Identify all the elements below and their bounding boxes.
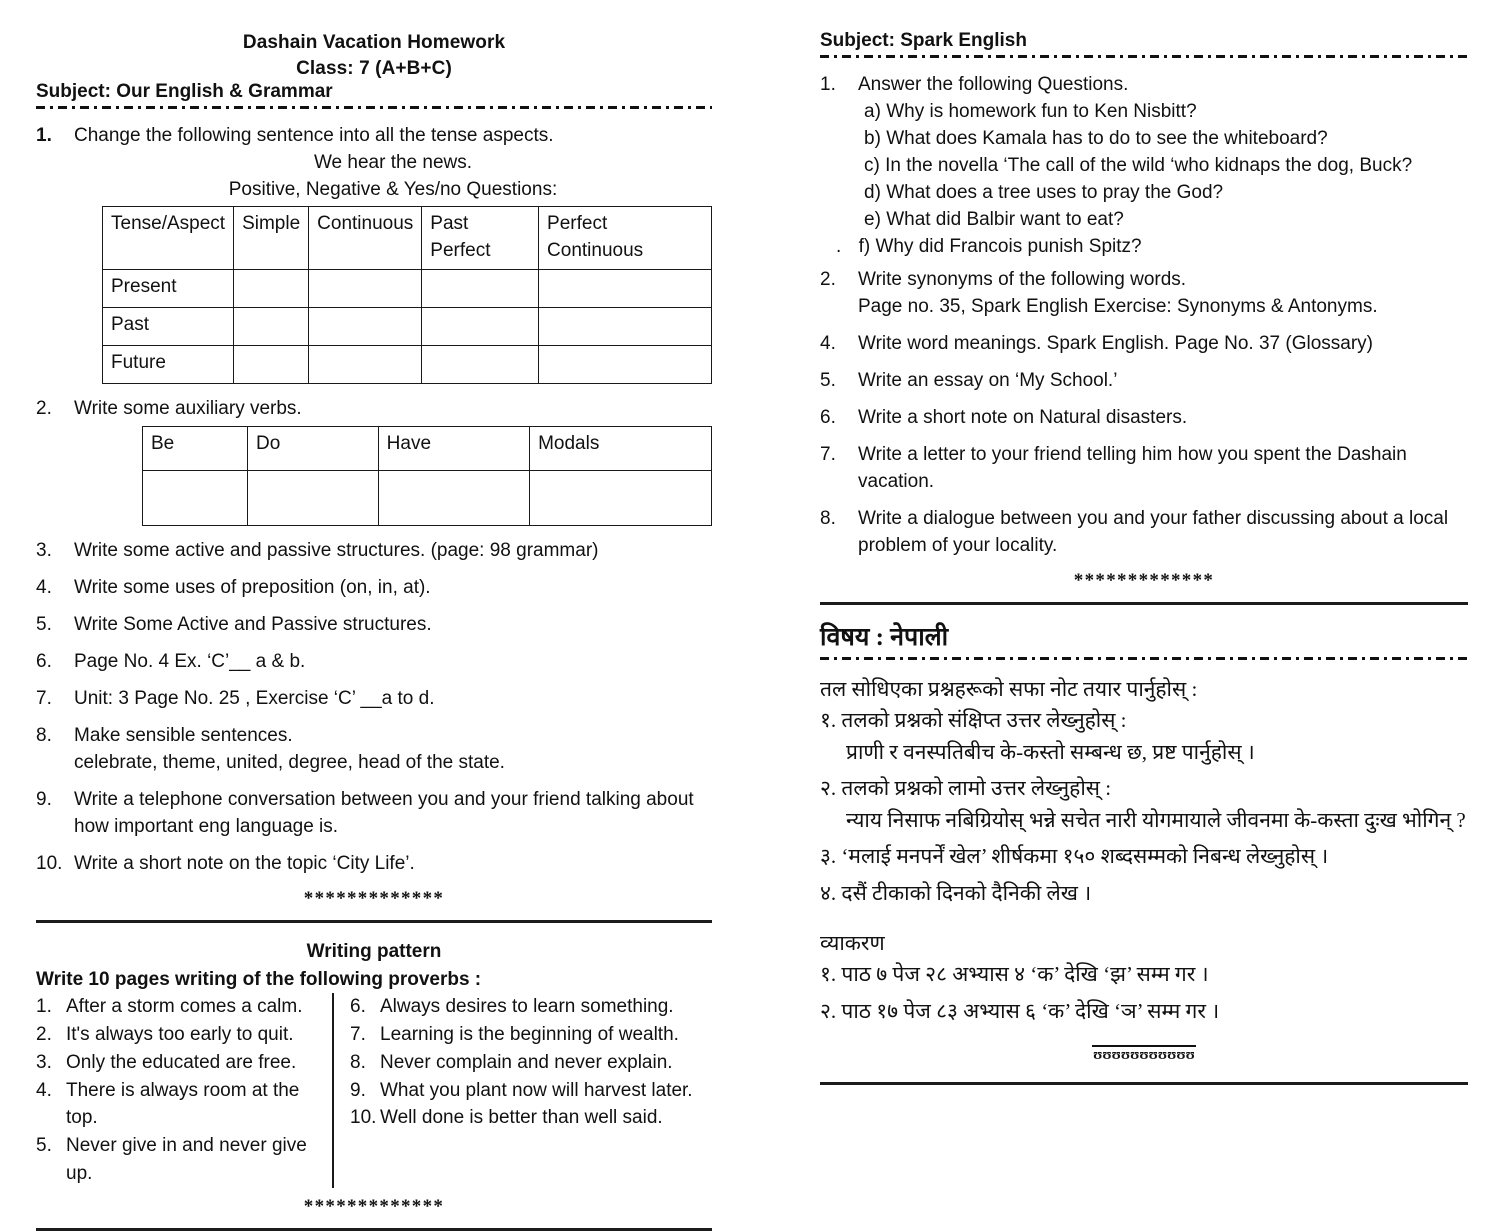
question-text: Write a letter to your friend telling him how you spent the Dashain vacation. bbox=[858, 443, 1407, 492]
subquestion-label: b) bbox=[864, 127, 881, 149]
question-item-5 bbox=[820, 368, 1468, 395]
star-separator-english: ************* bbox=[303, 887, 445, 909]
question-number: 2. bbox=[820, 268, 836, 290]
subquestion-label: e) bbox=[864, 208, 881, 230]
question-number: 9. bbox=[36, 788, 52, 810]
question-text: Write a short note on Natural disasters. bbox=[858, 406, 1188, 428]
document-title-line2: Class: 7 (A+B+C) bbox=[296, 57, 452, 79]
question-text: Write some uses of preposition (on, in, at). bbox=[74, 577, 431, 599]
nepali-item-number: ३. bbox=[820, 844, 837, 868]
example-sentence: We hear the news. bbox=[313, 152, 473, 174]
table-cell-blank[interactable] bbox=[378, 471, 529, 526]
table-header-cell: Have bbox=[378, 427, 529, 471]
nepali-item-text: दसैं टीकाको दिनको दैनिकी लेख । bbox=[841, 880, 1092, 905]
question-text: Change the following sentence into all the tense aspects. bbox=[74, 125, 554, 147]
nepali-item-4 bbox=[820, 878, 1468, 910]
proverb-text: It's always too early to quit. bbox=[66, 1023, 294, 1045]
table-cell-blank[interactable] bbox=[539, 346, 712, 384]
dashed-divider-spark bbox=[820, 55, 1468, 58]
question-item-4 bbox=[36, 575, 712, 602]
table-cell-blank[interactable] bbox=[309, 308, 422, 346]
table-row bbox=[103, 346, 712, 384]
question-subtext: Page no. 35, Spark English Exercise: Synonyms & Antonyms. bbox=[858, 295, 1378, 317]
table-cell-blank[interactable] bbox=[309, 270, 422, 308]
question-number: 5. bbox=[36, 614, 52, 636]
table-cell-blank[interactable] bbox=[539, 270, 712, 308]
tense-aspect-table bbox=[102, 206, 712, 384]
table-header-row bbox=[103, 207, 712, 270]
proverbs-column-left bbox=[36, 993, 332, 1188]
table-header-cell: Be bbox=[143, 427, 248, 471]
nepali-item-text: तलको प्रश्नको संक्षिप्त उत्तर लेख्नुहोस् : bbox=[841, 708, 1127, 732]
question-item-7 bbox=[36, 686, 712, 713]
proverb-number: 4. bbox=[36, 1079, 52, 1101]
table-cell-label: Present bbox=[103, 270, 234, 308]
question-number: 4. bbox=[820, 332, 836, 354]
proverb-text: After a storm comes a calm. bbox=[66, 995, 303, 1017]
table-cell-blank[interactable] bbox=[422, 346, 539, 384]
proverb-text: Never give in and never give up. bbox=[66, 1135, 307, 1185]
nepali-item-text: पाठ ७ पेज २८ अभ्यास ४ ‘क’ देखि ‘झ’ सम्म गर । bbox=[841, 962, 1209, 986]
stray-period-mark: . bbox=[836, 235, 842, 257]
list-item bbox=[350, 993, 693, 1021]
nepali-item-number: २. bbox=[820, 998, 837, 1023]
question-item-3 bbox=[36, 538, 712, 565]
subquestion-label: f) bbox=[858, 235, 871, 257]
table-cell-blank[interactable] bbox=[539, 308, 712, 346]
proverb-number: 3. bbox=[36, 1051, 52, 1073]
subquestion-e bbox=[858, 207, 1468, 234]
question-item-2 bbox=[36, 396, 712, 526]
proverb-number: 8. bbox=[350, 1051, 366, 1073]
question-item-1 bbox=[820, 72, 1468, 261]
star-separator-spark: ************* bbox=[1073, 569, 1215, 591]
table-row bbox=[103, 270, 712, 308]
horizontal-rule-above-nepali bbox=[820, 602, 1468, 605]
list-item bbox=[36, 1021, 332, 1049]
table-header-cell: Perfect Continuous bbox=[539, 207, 712, 270]
question-subtext: celebrate, theme, united, degree, head of the state. bbox=[74, 751, 505, 773]
question-text: Write some auxiliary verbs. bbox=[74, 398, 302, 420]
table-cell-blank[interactable] bbox=[234, 346, 309, 384]
document-title-line1: Dashain Vacation Homework bbox=[242, 32, 506, 53]
spark-english-question-list bbox=[820, 72, 1468, 560]
subquestion-text: What does a tree uses to pray the God? bbox=[886, 181, 1224, 203]
subquestion-text: Why is homework fun to Ken Nisbitt? bbox=[886, 100, 1197, 122]
list-item bbox=[350, 1077, 693, 1105]
list-item bbox=[350, 1104, 693, 1132]
question-item-6 bbox=[820, 405, 1468, 432]
star-separator-proverbs: ************* bbox=[303, 1196, 445, 1218]
proverb-text: What you plant now will harvest later. bbox=[380, 1079, 693, 1101]
tense-instruction: Positive, Negative & Yes/no Questions: bbox=[228, 179, 558, 201]
subquestion-text: In the novella ‘The call of the wild ‘who kidnaps the dog, Buck? bbox=[885, 154, 1413, 176]
question-text: Write a short note on the topic ‘City Life’. bbox=[74, 852, 415, 874]
list-item bbox=[36, 1132, 332, 1188]
right-column bbox=[820, 0, 1468, 1085]
nepali-item-text: पाठ १७ पेज ८३ अभ्यास ६ ‘क’ देखि ‘ञ’ सम्म गर । bbox=[841, 998, 1220, 1023]
nepali-grammar-heading: व्याकरण bbox=[820, 931, 885, 955]
question-item-6 bbox=[36, 649, 712, 676]
table-cell-blank[interactable] bbox=[530, 471, 712, 526]
question-item-1 bbox=[36, 123, 712, 384]
question-item-2 bbox=[820, 267, 1468, 321]
question-number: 4. bbox=[36, 577, 52, 599]
question-text: Answer the following Questions. bbox=[858, 74, 1129, 95]
question-number: 3. bbox=[36, 540, 52, 562]
subquestion-text: Why did Francois punish Spitz? bbox=[875, 235, 1142, 257]
table-header-cell: Do bbox=[248, 427, 379, 471]
table-header-cell: Simple bbox=[234, 207, 309, 270]
table-cell-blank[interactable] bbox=[143, 471, 248, 526]
proverb-text: There is always room at the top. bbox=[66, 1079, 300, 1129]
question-text: Write a telephone conversation between you and your friend talking about how important eng language is. bbox=[74, 788, 694, 837]
subquestion-label: a) bbox=[864, 100, 881, 122]
question-number: 5. bbox=[820, 369, 836, 391]
nepali-intro-line: तल सोधिएका प्रश्नहरूको सफा नोट तयार पार्नुहोस् : bbox=[820, 676, 1198, 701]
writing-pattern-subtitle: Write 10 pages writing of the following proverbs : bbox=[36, 968, 482, 990]
list-item bbox=[350, 1049, 693, 1077]
proverbs-two-column-list bbox=[36, 993, 712, 1188]
subquestion-c bbox=[858, 153, 1468, 180]
auxiliary-verbs-table bbox=[142, 426, 712, 526]
question-text: Page No. 4 Ex. ‘C’__ a & b. bbox=[74, 651, 306, 672]
proverb-text: Well done is better than well said. bbox=[380, 1107, 663, 1129]
question-text: Write synonyms of the following words. bbox=[858, 268, 1187, 290]
nepali-item-1 bbox=[820, 705, 1468, 768]
subquestion-text: What did Balbir want to eat? bbox=[886, 208, 1124, 230]
question-number: 2. bbox=[36, 398, 52, 420]
proverb-number: 10. bbox=[350, 1107, 377, 1129]
table-header-cell: Past Perfect bbox=[422, 207, 539, 270]
table-cell-label: Future bbox=[103, 346, 234, 384]
proverb-number: 7. bbox=[350, 1023, 366, 1045]
proverb-number: 2. bbox=[36, 1023, 52, 1045]
table-header-row bbox=[143, 427, 712, 471]
question-number: 1. bbox=[36, 125, 52, 147]
question-item-7 bbox=[820, 442, 1468, 496]
table-cell-blank[interactable] bbox=[234, 308, 309, 346]
english-grammar-question-list bbox=[36, 123, 712, 878]
question-item-8 bbox=[820, 506, 1468, 560]
nepali-item-number: ४. bbox=[820, 880, 837, 905]
table-cell-blank[interactable] bbox=[422, 270, 539, 308]
proverb-text: Never complain and never explain. bbox=[380, 1051, 673, 1073]
question-item-9 bbox=[36, 787, 712, 841]
table-header-cell: Modals bbox=[530, 427, 712, 471]
table-cell-blank[interactable] bbox=[248, 471, 379, 526]
horizontal-rule-bottom-right bbox=[820, 1082, 1468, 1085]
question-text: Make sensible sentences. bbox=[74, 724, 293, 746]
question-number: 6. bbox=[820, 406, 836, 428]
nepali-item-2 bbox=[820, 773, 1468, 836]
question-number: 10. bbox=[36, 852, 63, 874]
question-text: Write some active and passive structures. (page: 98 grammar) bbox=[74, 540, 599, 562]
subquestion-label: d) bbox=[864, 181, 881, 203]
table-cell-label: Past bbox=[103, 308, 234, 346]
question-number: 7. bbox=[36, 687, 52, 709]
proverb-number: 9. bbox=[350, 1079, 366, 1101]
proverb-number: 1. bbox=[36, 995, 52, 1017]
nepali-item-number: २. bbox=[820, 776, 837, 800]
nepali-item-subtext: न्याय निसाफ नबिग्रियोस् भन्ने सचेत नारी योगमायाले जीवनमा के-कस्ता दुःख भोगिन् ? bbox=[846, 807, 1466, 832]
question-number: 1. bbox=[820, 74, 836, 95]
horizontal-rule-above-writing-pattern bbox=[36, 920, 712, 923]
proverbs-column-right bbox=[332, 993, 693, 1188]
nepali-item-text: ‘मलाई मनपर्नें खेल’ शीर्षकमा १५० शब्दसम्मको निबन्ध लेख्नुहोस् । bbox=[841, 844, 1329, 868]
list-item bbox=[36, 1077, 332, 1133]
question-item-10 bbox=[36, 851, 712, 878]
dashed-divider-english bbox=[36, 106, 712, 109]
table-row bbox=[143, 471, 712, 526]
question-number: 7. bbox=[820, 443, 836, 465]
nepali-grammar-item-2 bbox=[820, 996, 1468, 1028]
nepali-item-number: १. bbox=[820, 708, 837, 732]
subquestion-text: What does Kamala has to do to see the whiteboard? bbox=[886, 127, 1328, 149]
subquestion-f bbox=[836, 234, 1468, 261]
left-column bbox=[36, 0, 712, 1231]
nepali-grammar-item-1 bbox=[820, 959, 1468, 991]
question-number: 8. bbox=[36, 724, 52, 746]
question-item-5 bbox=[36, 612, 712, 639]
proverb-text: Always desires to learn something. bbox=[380, 995, 674, 1017]
subquestion-label: c) bbox=[864, 154, 880, 176]
question-text: Write an essay on ‘My School.’ bbox=[858, 369, 1118, 391]
dashed-divider-nepali bbox=[820, 657, 1468, 660]
question-text: Unit: 3 Page No. 25 , Exercise ‘C’ __a to d. bbox=[74, 687, 435, 709]
subquestion-a bbox=[858, 99, 1468, 126]
subquestion-b bbox=[858, 126, 1468, 153]
subject-heading-nepali: विषय : नेपाली bbox=[820, 623, 949, 651]
question-text: Write a dialogue between you and your father discussing about a local problem of your locality. bbox=[858, 507, 1449, 556]
proverb-text: Learning is the beginning of wealth. bbox=[380, 1023, 679, 1045]
subject-heading-spark-english: Subject: Spark English bbox=[820, 30, 1027, 51]
nepali-item-text: तलको प्रश्नको लामो उत्तर लेख्नुहोस् : bbox=[841, 776, 1112, 800]
table-cell-blank[interactable] bbox=[309, 346, 422, 384]
question-text: Write word meanings. Spark English. Page No. 37 (Glossary) bbox=[858, 332, 1373, 354]
question-item-4 bbox=[820, 331, 1468, 358]
table-header-cell: Tense/Aspect bbox=[103, 207, 234, 270]
list-item bbox=[36, 1049, 332, 1077]
list-item bbox=[350, 1021, 693, 1049]
subquestion-d bbox=[858, 180, 1468, 207]
nepali-item-number: १. bbox=[820, 962, 837, 986]
question-number: 6. bbox=[36, 651, 52, 672]
question-item-8 bbox=[36, 723, 712, 777]
writing-pattern-title: Writing pattern bbox=[306, 940, 442, 962]
nepali-item-subtext: प्राणी र वनस्पतिबीच के-कस्तो सम्बन्ध छ, प्रष्ट पार्नुहोस् । bbox=[846, 739, 1255, 764]
proverb-number: 6. bbox=[350, 995, 366, 1017]
table-row bbox=[103, 308, 712, 346]
squiggle-separator bbox=[820, 1045, 1468, 1064]
question-number: 8. bbox=[820, 507, 836, 529]
nepali-item-3 bbox=[820, 841, 1468, 873]
list-item bbox=[36, 993, 332, 1021]
proverb-number: 5. bbox=[36, 1135, 52, 1157]
squiggle-glyphs: ʊʊʊʊʊʊʊʊʊʊʊ bbox=[1093, 1047, 1195, 1063]
table-header-cell: Continuous bbox=[309, 207, 422, 270]
subject-heading-english-grammar: Subject: Our English & Grammar bbox=[36, 81, 333, 103]
table-cell-blank[interactable] bbox=[422, 308, 539, 346]
question-text: Write Some Active and Passive structures. bbox=[74, 614, 432, 636]
table-cell-blank[interactable] bbox=[234, 270, 309, 308]
proverb-text: Only the educated are free. bbox=[66, 1051, 297, 1073]
